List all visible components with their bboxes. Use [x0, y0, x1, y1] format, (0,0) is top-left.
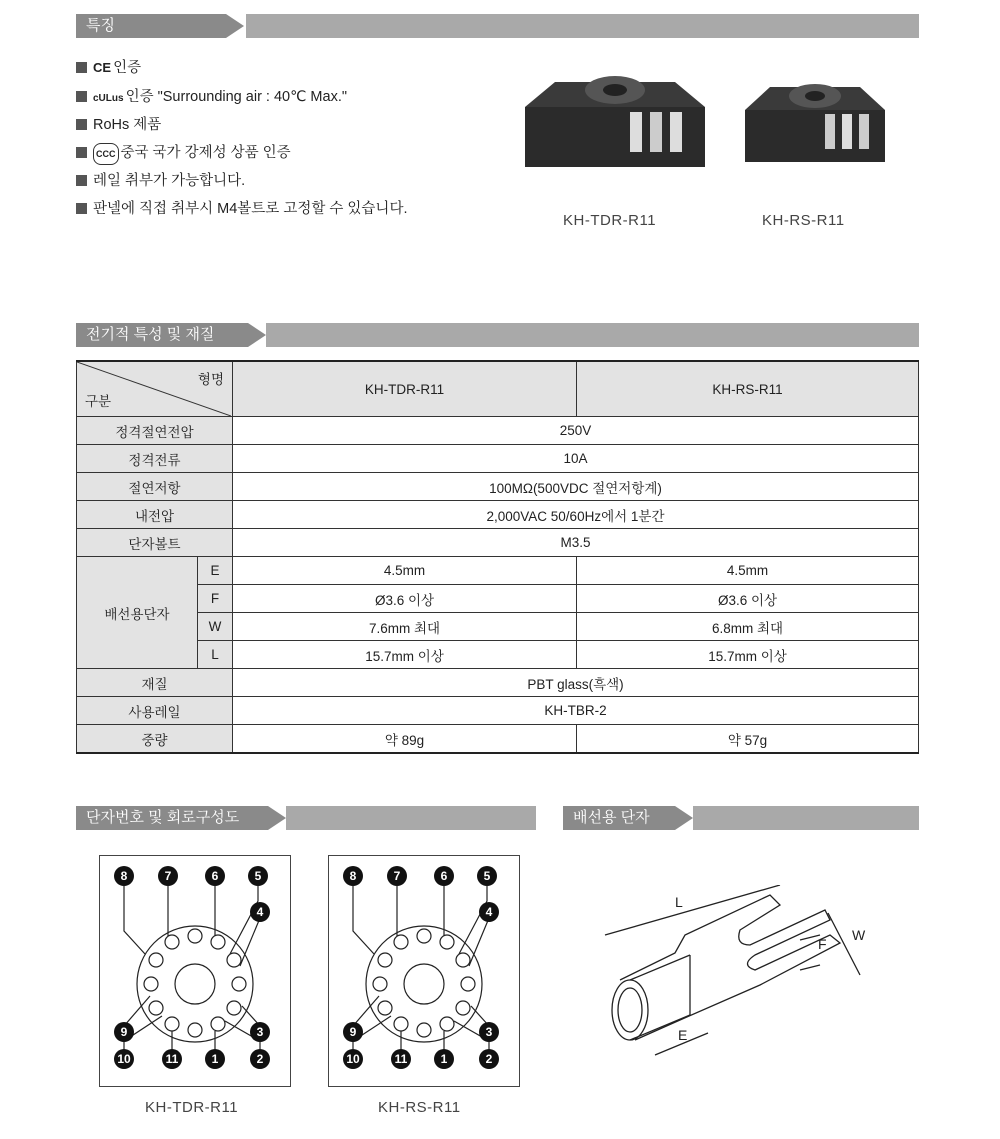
table-header-row [77, 361, 919, 417]
product-image-kh-tdr-r11 [520, 62, 710, 172]
spec-table [76, 360, 919, 754]
feature-item: 판넬에 직접 취부시 M4볼트로 고정할 수 있습니다. [76, 199, 407, 219]
feature-item: CCC 중국 국가 강제성 상품 인증 [76, 143, 291, 165]
pin-8: 8 [343, 866, 363, 886]
dim-label-l: L [675, 894, 683, 910]
pin-11: 11 [162, 1049, 182, 1069]
table-row: 정격전류 10A [77, 445, 919, 473]
bullet-icon [76, 62, 87, 73]
pin-10: 10 [343, 1049, 363, 1069]
ce-mark-icon: CE [93, 60, 112, 75]
bullet-icon [76, 119, 87, 130]
table-corner-cell: 형명 구분 [77, 361, 233, 417]
features-title: 특징 [76, 14, 226, 38]
bullet-icon [76, 91, 87, 102]
pin-1: 1 [434, 1049, 454, 1069]
pin-diagram-kh-rs-r11 [328, 855, 520, 1087]
bullet-icon [76, 203, 87, 214]
pin-1: 1 [205, 1049, 225, 1069]
product-caption: KH-RS-R11 [762, 212, 845, 229]
wiring-terminal-header [563, 806, 919, 830]
dim-label-w: W [852, 927, 866, 943]
ccc-mark-icon: CCC [93, 143, 119, 165]
pin-10: 10 [114, 1049, 134, 1069]
model-header: KH-TDR-R11 [233, 361, 577, 417]
terminal-diagram-header [76, 806, 536, 830]
electrical-title: 전기적 특성 및 재질 [76, 323, 248, 347]
bullet-icon [76, 175, 87, 186]
product-image-kh-rs-r11 [740, 72, 890, 167]
diagram-caption: KH-TDR-R11 [145, 1099, 239, 1116]
table-row: 재질 PBT glass(흑색) [77, 669, 919, 697]
pin-9: 9 [343, 1022, 363, 1042]
pin-5: 5 [248, 866, 268, 886]
product-caption: KH-TDR-R11 [563, 212, 657, 229]
ul-mark-icon: cULus [93, 93, 124, 104]
pin-diagram-kh-tdr-r11 [99, 855, 291, 1087]
pin-9: 9 [114, 1022, 134, 1042]
table-row: 사용레일 KH-TBR-2 [77, 697, 919, 725]
model-header: KH-RS-R11 [577, 361, 919, 417]
pin-2: 2 [479, 1049, 499, 1069]
pin-8: 8 [114, 866, 134, 886]
pin-6: 6 [205, 866, 225, 886]
dim-label-e: E [678, 1027, 688, 1043]
table-row: 절연저항 100MΩ(500VDC 절연저항계) [77, 473, 919, 501]
pin-7: 7 [387, 866, 407, 886]
table-row: W 7.6mm 최대 6.8mm 최대 [77, 613, 919, 641]
diagram-caption: KH-RS-R11 [378, 1099, 461, 1116]
table-row: 배선용단자 E 4.5mm 4.5mm [77, 557, 919, 585]
terminal-diagram-title: 단자번호 및 회로구성도 [76, 806, 268, 830]
pin-4: 4 [479, 902, 499, 922]
pin-2: 2 [250, 1049, 270, 1069]
table-row: 내전압 2,000VAC 50/60Hz에서 1분간 [77, 501, 919, 529]
table-row: 단자볼트 M3.5 [77, 529, 919, 557]
feature-item: cULus 인증 "Surrounding air : 40℃ Max." [76, 87, 347, 109]
table-row: 정격절연전압 250V [77, 417, 919, 445]
table-row: F Ø3.6 이상 Ø3.6 이상 [77, 585, 919, 613]
feature-item: CE 인증 [76, 58, 141, 78]
wiring-terminal-title: 배선용 단자 [563, 806, 675, 830]
pin-3: 3 [479, 1022, 499, 1042]
pin-11: 11 [391, 1049, 411, 1069]
dim-label-f: F [818, 936, 827, 952]
electrical-header [76, 323, 919, 347]
features-header [76, 14, 919, 38]
pin-6: 6 [434, 866, 454, 886]
pin-7: 7 [158, 866, 178, 886]
bullet-icon [76, 147, 87, 158]
pin-3: 3 [250, 1022, 270, 1042]
feature-item: 레일 취부가 가능합니다. [76, 171, 245, 191]
pin-4: 4 [250, 902, 270, 922]
pin-5: 5 [477, 866, 497, 886]
wiring-terminal-drawing [590, 885, 890, 1075]
feature-item: RoHs 제품 [76, 115, 161, 135]
table-row: 중량 약 89g 약 57g [77, 725, 919, 754]
table-row: L 15.7mm 이상 15.7mm 이상 [77, 641, 919, 669]
